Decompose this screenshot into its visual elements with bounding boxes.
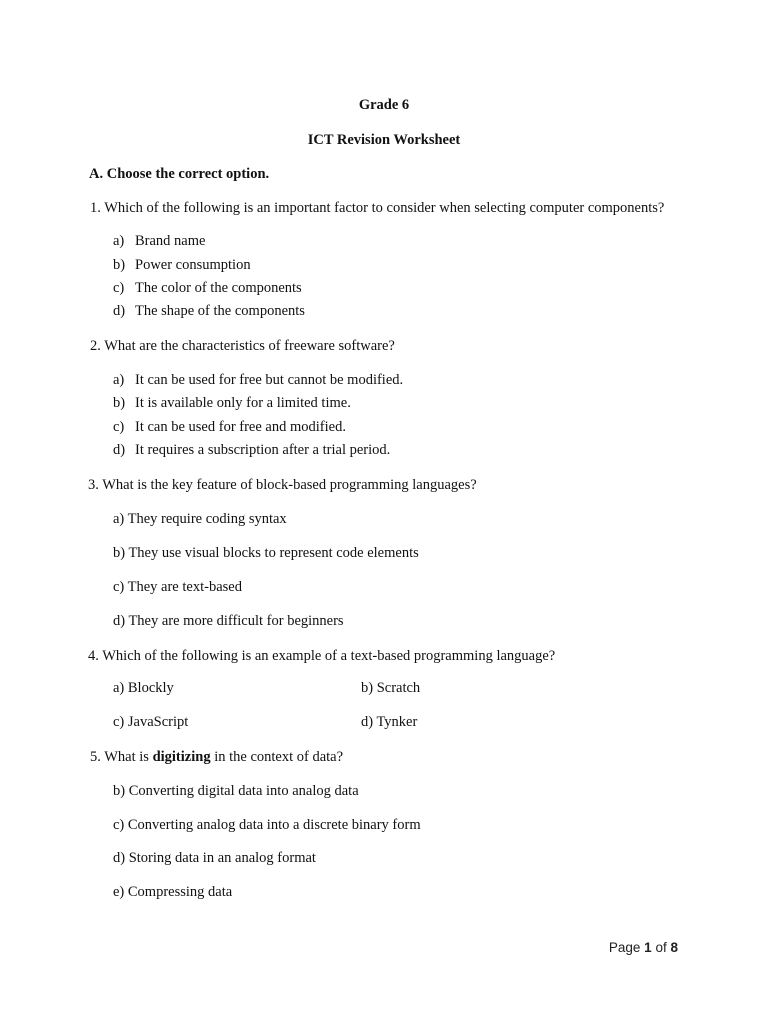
option-text: The shape of the components: [135, 303, 305, 319]
question-3-option-b: b) They use visual blocks to represent code elements: [113, 545, 419, 561]
question-4-option-b: b) Scratch: [361, 680, 421, 696]
question-5-text-before: 5. What is: [90, 749, 153, 765]
option-text: The color of the components: [135, 280, 302, 296]
question-3-text: 3. What is the key feature of block-based programming languages?: [88, 477, 477, 493]
option-text: Power consumption: [135, 257, 251, 273]
question-3-option-d: d) They are more difficult for beginners: [113, 613, 344, 629]
question-3-option-c: c) They are text-based: [113, 579, 242, 595]
page-label: Page: [608, 940, 641, 955]
question-5-option-d: d) Storing data in an analog format: [113, 850, 316, 866]
question-3-option-a: a) They require coding syntax: [113, 511, 287, 527]
question-4-option-a: a) Blockly: [113, 680, 174, 696]
page-current: 1: [644, 940, 652, 955]
question-4-option-c: c) JavaScript: [113, 714, 189, 730]
question-1-option-c: [113, 281, 302, 296]
question-5-text: [90, 750, 343, 765]
option-letter: d): [113, 442, 126, 458]
grade-heading: Grade 6: [358, 97, 410, 113]
question-5-option-b: b) Converting digital data into analog data: [113, 783, 359, 799]
question-2-option-d: [113, 443, 390, 458]
option-letter: d): [113, 303, 126, 319]
question-5-text-after: in the context of data?: [210, 749, 344, 765]
question-1-option-a: [113, 234, 205, 249]
question-1-text: 1. Which of the following is an important factor to consider when selecting computer components?: [90, 200, 665, 216]
option-letter: a): [113, 372, 125, 388]
worksheet-title: ICT Revision Worksheet: [307, 132, 461, 148]
of-label: of: [655, 940, 667, 955]
option-letter: a): [113, 233, 125, 249]
option-text: It is available only for a limited time.: [135, 395, 351, 411]
option-text: It can be used for free and modified.: [135, 419, 346, 435]
question-5-option-c: c) Converting analog data into a discrete binary form: [113, 817, 421, 833]
option-text: Brand name: [135, 233, 206, 249]
question-1-option-d: [113, 304, 305, 319]
question-5-keyword: digitizing: [152, 749, 211, 765]
page-total: 8: [670, 940, 678, 955]
question-4-option-d: d) Tynker: [361, 714, 418, 730]
option-letter: c): [113, 280, 125, 296]
question-2-text: 2. What are the characteristics of freeware software?: [90, 338, 395, 354]
page-number: [609, 941, 678, 955]
question-4-text: 4. Which of the following is an example of a text-based programming language?: [88, 648, 556, 664]
question-2-option-c: [113, 420, 346, 435]
option-letter: b): [113, 257, 126, 273]
option-text: It can be used for free but cannot be modified.: [135, 372, 404, 388]
option-letter: b): [113, 395, 126, 411]
question-2-option-a: [113, 373, 403, 388]
section-a-heading: A. Choose the correct option.: [89, 166, 270, 182]
option-letter: c): [113, 419, 125, 435]
question-1-option-b: [113, 258, 251, 273]
question-2-option-b: [113, 396, 351, 411]
option-text: It requires a subscription after a trial period.: [135, 442, 391, 458]
question-5-option-e: e) Compressing data: [113, 884, 233, 900]
